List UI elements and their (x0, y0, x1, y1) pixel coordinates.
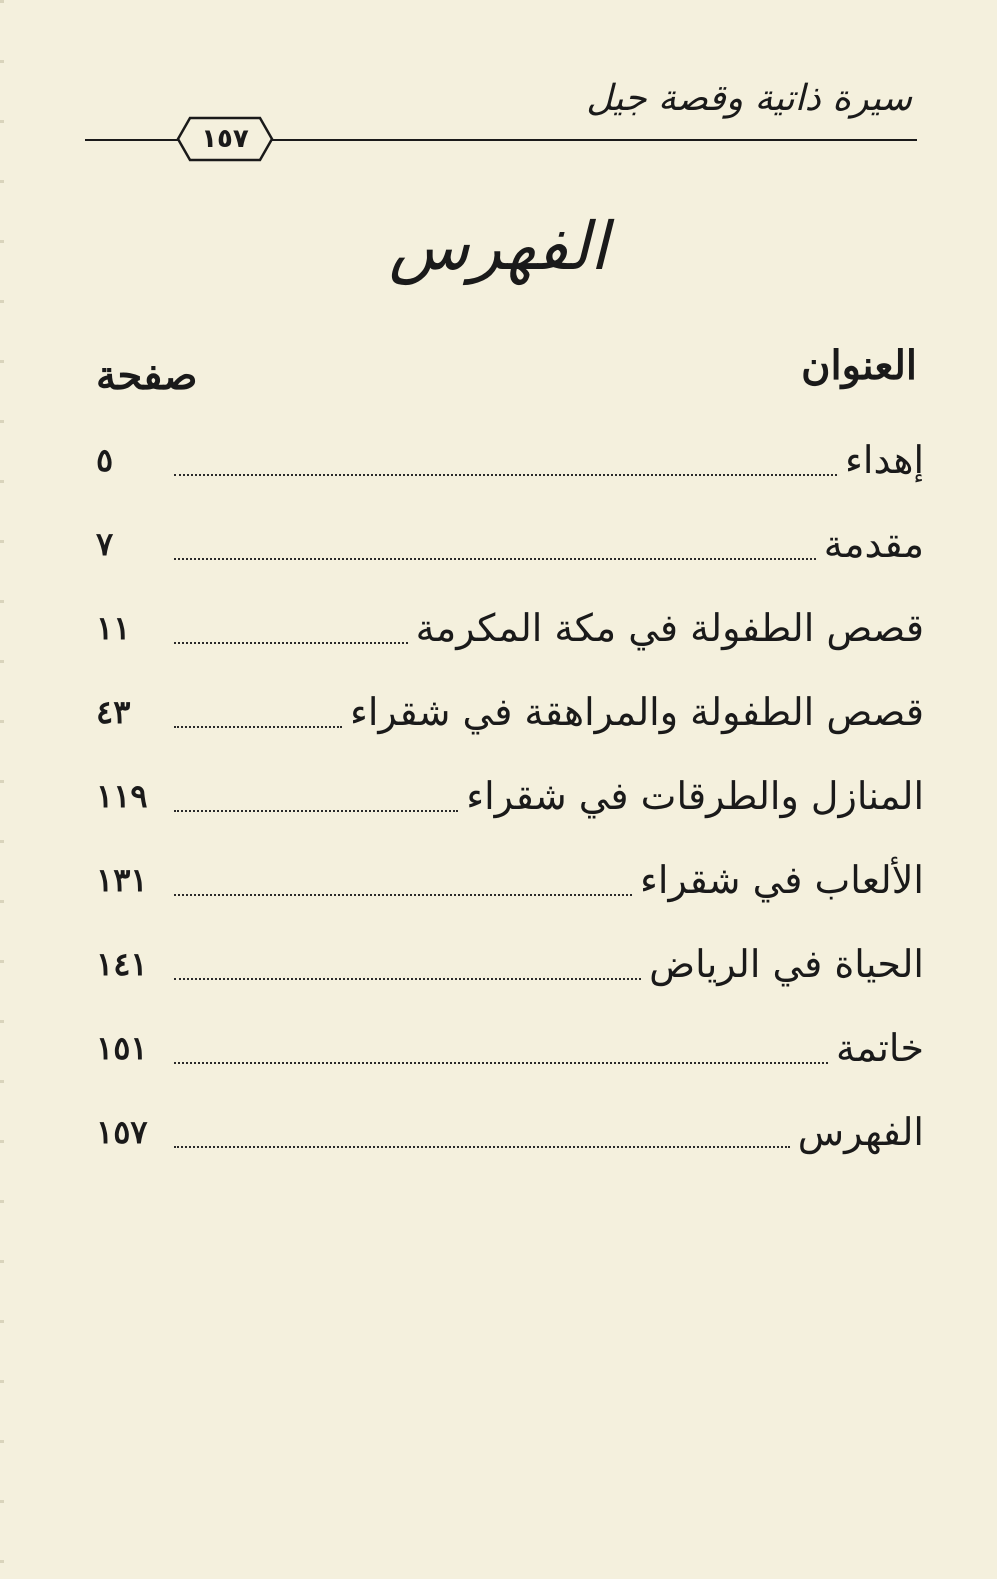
page-number: ١٥٧ (201, 124, 249, 154)
toc-entry-title: خاتمة (836, 1026, 924, 1070)
leader-dots (174, 810, 458, 812)
toc-entry-page: ١٥٧ (96, 1113, 148, 1151)
leader-dots (174, 1062, 828, 1064)
toc-entry[interactable] (96, 430, 924, 490)
column-header-page: صفحة (96, 352, 198, 399)
toc-entry-title: المنازل والطرقات في شقراء (466, 774, 924, 818)
toc-entry[interactable] (96, 766, 924, 826)
page-title: الفهرس (388, 208, 609, 285)
toc-entry[interactable] (96, 1018, 924, 1078)
leader-dots (174, 894, 632, 896)
toc-entry-page: ٧ (96, 525, 114, 563)
toc-entry-page: ١١٩ (96, 777, 148, 815)
toc-entry-page: ١٣١ (96, 861, 148, 899)
toc-entry-title: قصص الطفولة والمراهقة في شقراء (349, 690, 924, 734)
leader-dots (174, 978, 641, 980)
column-header-title: العنوان (801, 342, 917, 389)
toc-entry-page: ١٤١ (96, 945, 148, 983)
toc-entry-title: الفهرس (797, 1110, 924, 1154)
leader-dots (174, 726, 342, 728)
toc-entry-page: ٤٣ (96, 693, 131, 731)
toc-entry-title: مقدمة (823, 522, 924, 566)
toc-entry[interactable] (96, 598, 924, 658)
toc-entry[interactable] (96, 682, 924, 742)
leader-dots (174, 642, 408, 644)
toc-entry-page: ١١ (96, 609, 131, 647)
toc-entry-page: ١٥١ (96, 1029, 148, 1067)
toc-entry-title: قصص الطفولة في مكة المكرمة (415, 606, 924, 650)
leader-dots (174, 474, 837, 476)
toc-entry[interactable] (96, 1102, 924, 1162)
toc-entry-title: الألعاب في شقراء (640, 858, 924, 902)
toc-entry[interactable] (96, 850, 924, 910)
leader-dots (174, 1146, 790, 1148)
toc-entry-title: الحياة في الرياض (649, 942, 924, 986)
toc-entry[interactable] (96, 934, 924, 994)
leader-dots (174, 558, 816, 560)
toc-entry-title: إهداء (845, 438, 924, 482)
running-header-title: سيرة ذاتية وقصة جيل (586, 78, 912, 119)
page-number-badge (176, 116, 274, 162)
toc-entry-page: ٥ (96, 441, 114, 479)
toc-entry[interactable] (96, 514, 924, 574)
